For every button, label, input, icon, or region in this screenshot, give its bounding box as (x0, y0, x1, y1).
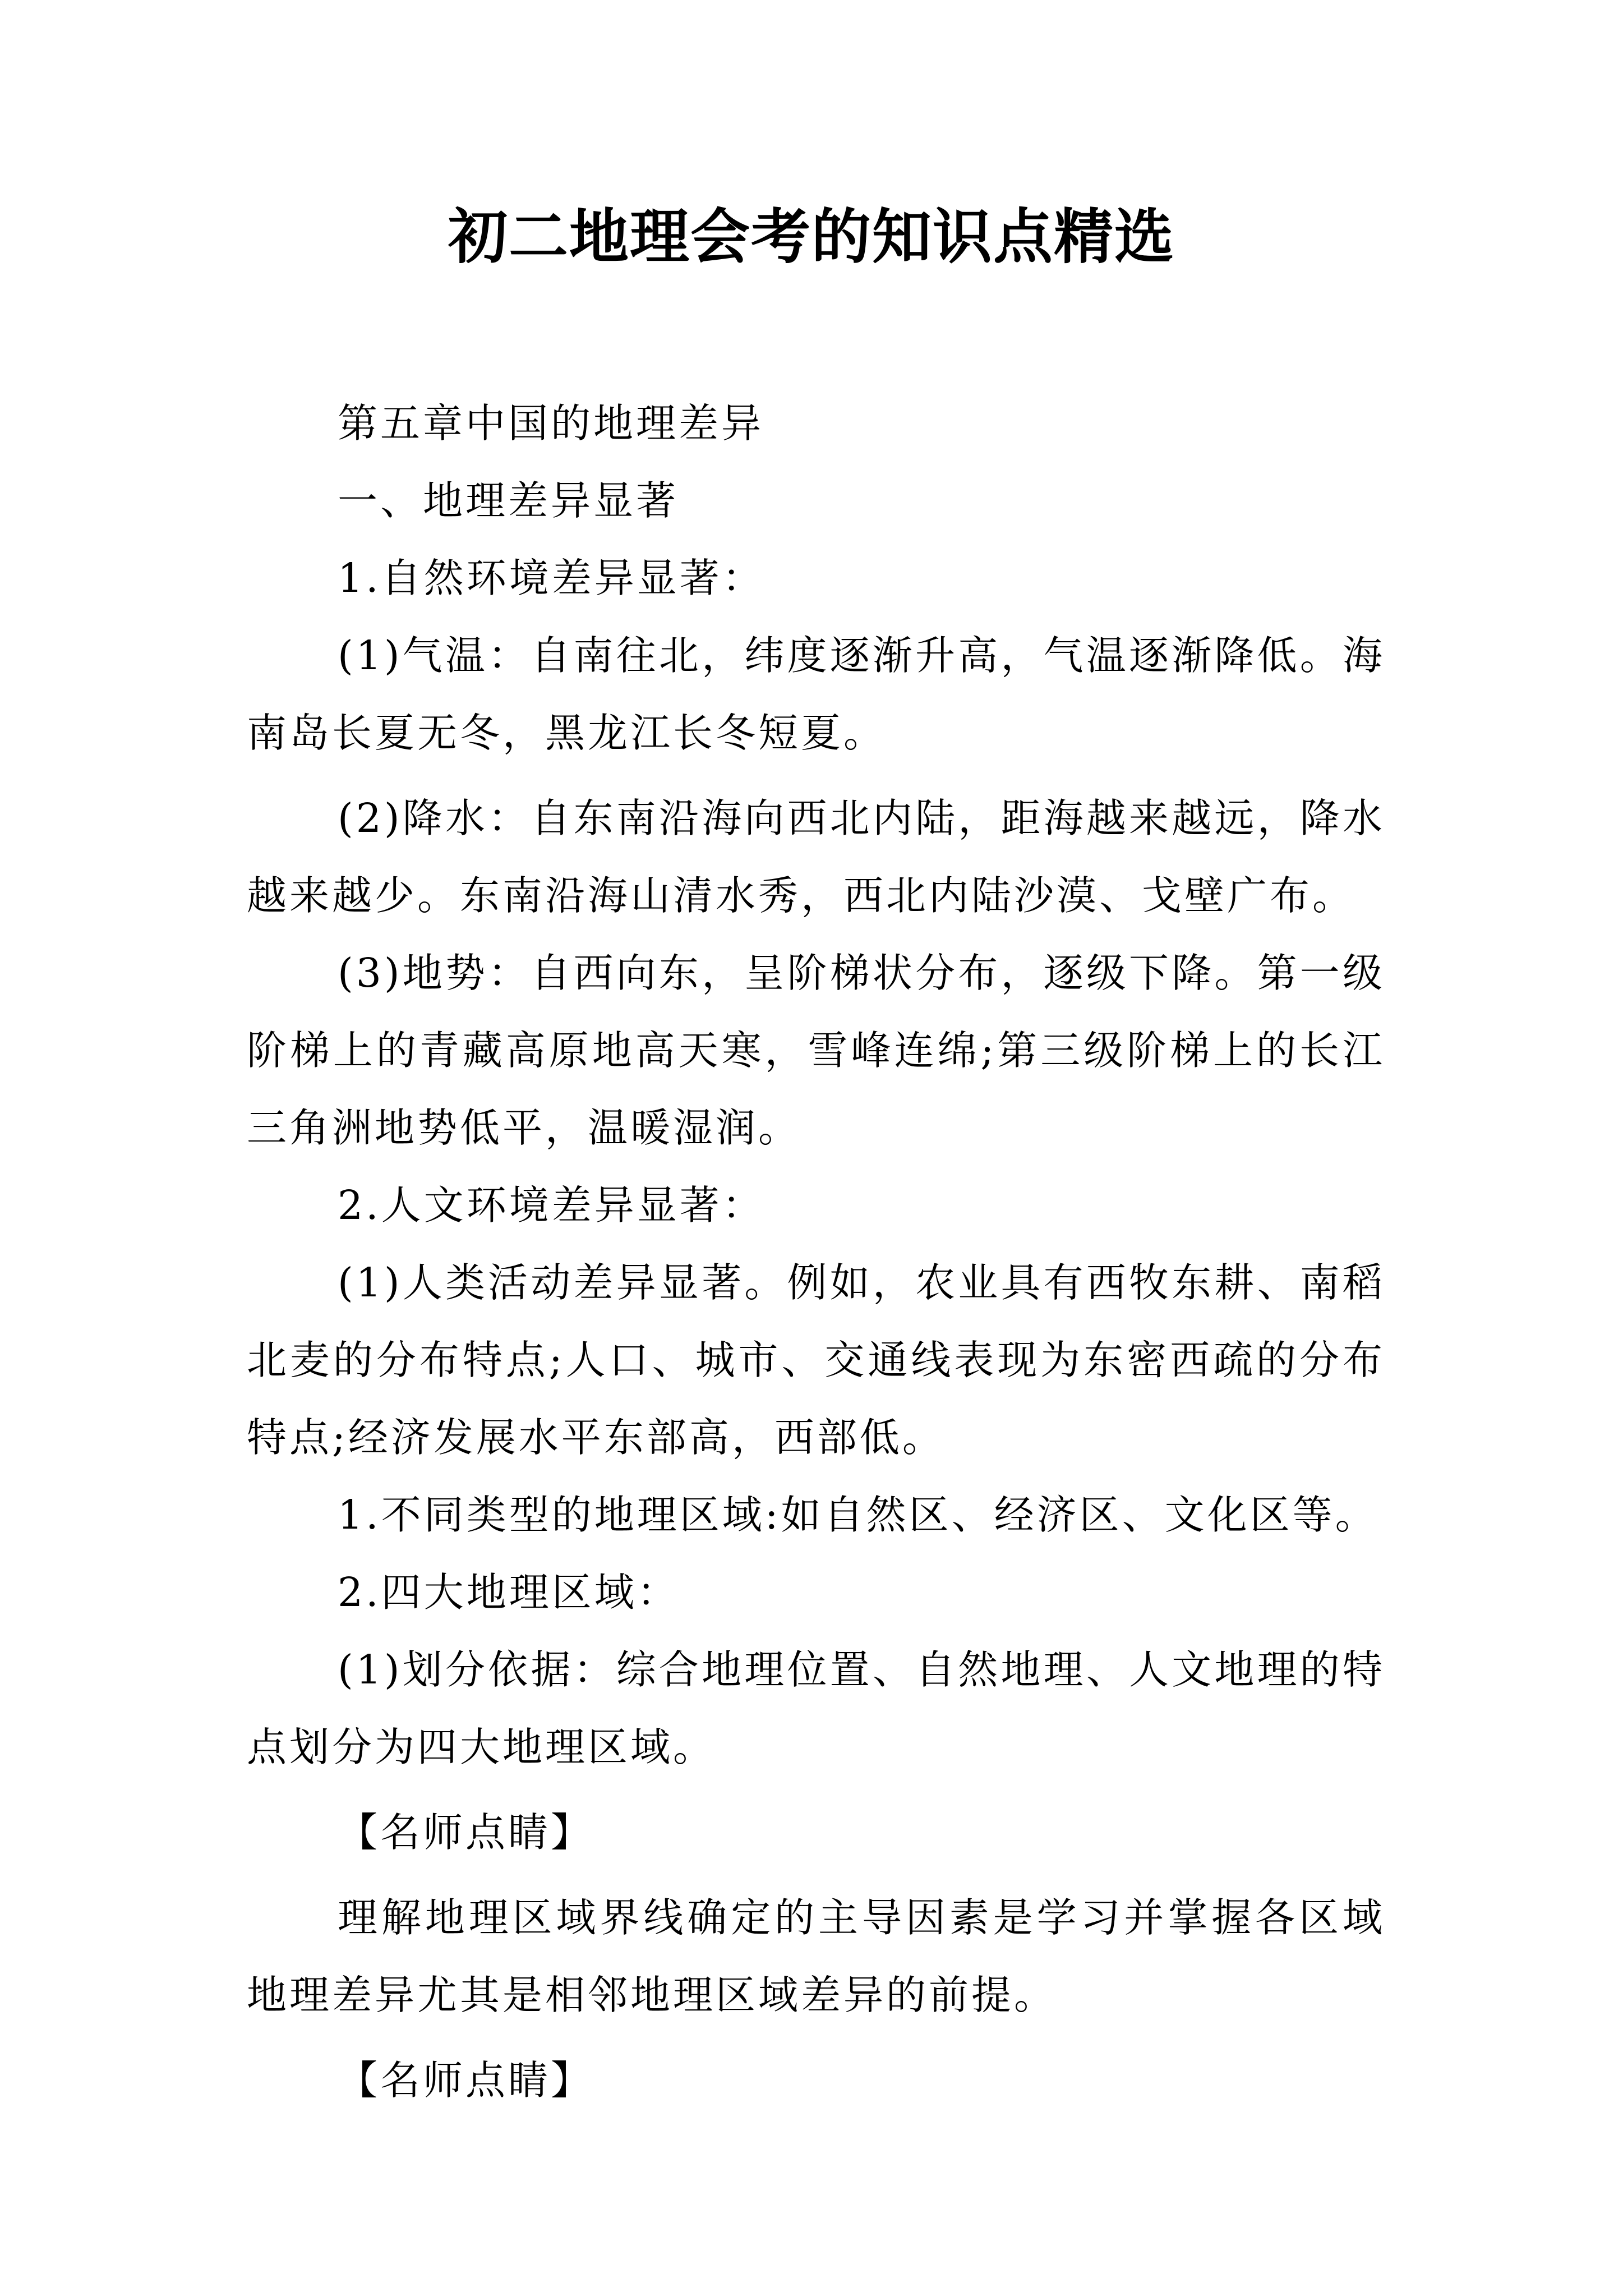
paragraph-temperature: (1)气温：自南往北，纬度逐渐升高，气温逐渐降低。海南岛长夏无冬，黑龙江长冬短夏。 (247, 632, 1385, 756)
paragraph-human-activity: (1)人类活动差异显著。例如，农业具有西牧东耕、南稻北麦的分布特点;人口、城市、交通线表现为东密西疏的分布特点;经济发展水平东部高，西部低。 (247, 1259, 1385, 1461)
chapter-heading: 第五章中国的地理差异 (338, 400, 764, 447)
subsection-heading: 2.四大地理区域： (338, 1569, 680, 1616)
teacher-note-heading: 【名师点睛】 (338, 2057, 594, 2104)
paragraph-region-types: 1.不同类型的地理区域:如自然区、经济区、文化区等。 (338, 1492, 1378, 1538)
subsection-heading: 1.自然环境差异显著： (338, 555, 765, 601)
paragraph-teacher-note: 理解地理区域界线确定的主导因素是学习并掌握各区域地理差异尤其是相邻地理区域差异的前提。 (247, 1894, 1385, 2018)
paragraph-precipitation: (2)降水：自东南沿海向西北内陆，距海越来越远，降水越来越少。东南沿海山清水秀，西北内陆沙漠、戈壁广布。 (247, 795, 1385, 919)
paragraph-terrain: (3)地势：自西向东，呈阶梯状分布，逐级下降。第一级阶梯上的青藏高原地高天寒，雪峰连绵;第三级阶梯上的长江三角洲地势低平，温暖湿润。 (247, 950, 1385, 1151)
paragraph-division-basis: (1)划分依据：综合地理位置、自然地理、人文地理的特点划分为四大地理区域。 (247, 1646, 1385, 1770)
document-title: 初二地理会考的知识点精选 (448, 201, 1175, 272)
teacher-note-heading: 【名师点睛】 (338, 1809, 594, 1856)
section-heading: 一、地理差异显著 (338, 477, 679, 524)
document-body (247, 385, 1385, 2119)
subsection-heading: 2.人文环境差异显著： (338, 1182, 765, 1228)
